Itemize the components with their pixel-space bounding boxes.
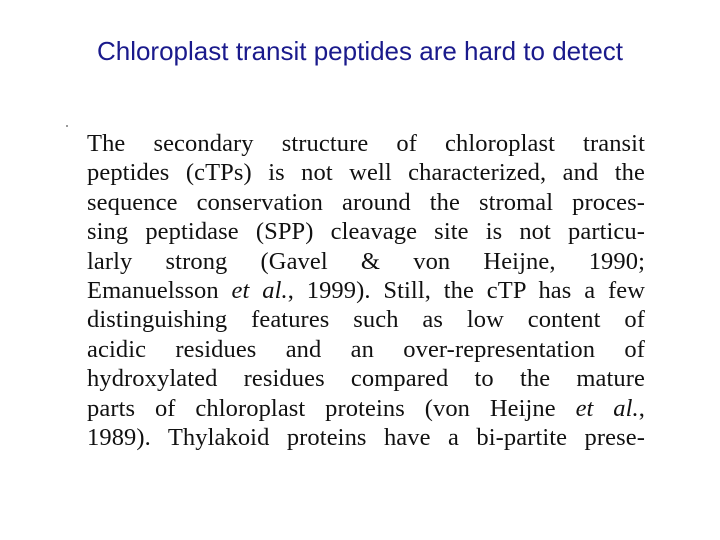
excerpt-line-8: acidic residues and an over-representation of <box>87 335 645 363</box>
excerpt-line-7: distinguishing features such as low content of <box>87 306 645 334</box>
excerpt-line-2: peptides (cTPs) is not well characterized, and the <box>87 159 645 187</box>
excerpt-line-11: 1989). Thylakoid proteins have a bi-partite prese- <box>87 423 645 451</box>
excerpt-line-10: parts of chloroplast proteins (von Heijne et al., <box>87 394 645 422</box>
scan-speck <box>66 125 68 127</box>
excerpt-line-4: sing peptidase (SPP) cleavage site is not particu- <box>87 218 645 246</box>
excerpt-line-1: The secondary structure of chloroplast transit <box>87 130 645 157</box>
excerpt-line-6: Emanuelsson et al., 1999). Still, the cTP has a few <box>87 276 645 304</box>
excerpt-line-3: sequence conservation around the stromal proces- <box>87 188 645 216</box>
excerpt-line-9: hydroxylated residues compared to the mature <box>87 365 645 393</box>
slide-title: Chloroplast transit peptides are hard to detect <box>96 36 624 66</box>
paper-excerpt <box>87 129 645 459</box>
excerpt-line-5: larly strong (Gavel & von Heijne, 1990; <box>87 247 645 275</box>
